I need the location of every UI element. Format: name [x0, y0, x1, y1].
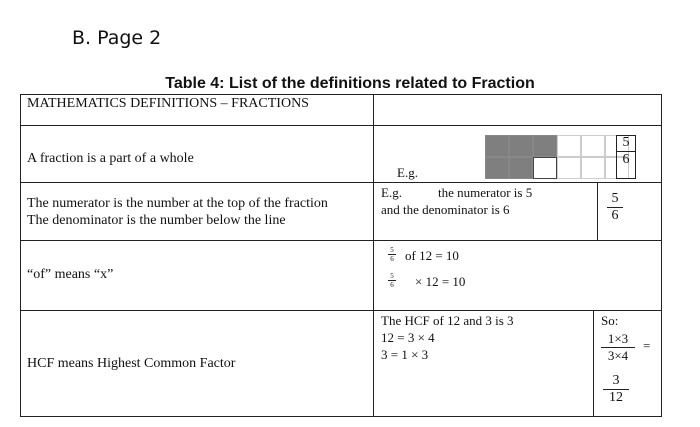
times-example: × 12 = 10 [415, 274, 466, 289]
fraction-five-sixths: $\frac{5}{6}$ [607, 191, 623, 224]
small-fraction: $\frac{5}{6}$ [388, 246, 396, 263]
row-divider [21, 240, 661, 241]
denominator-definition: The denominator is the number below the line [27, 213, 286, 228]
table-caption: Table 4: List of the definitions related to Fraction [165, 75, 535, 92]
equals-sign: = [643, 338, 651, 353]
denominator-example: and the denominator is 6 [381, 202, 510, 217]
fraction-definition: A fraction is a part of a whole [27, 151, 194, 166]
hcf-factor-12: 12 = 3 × 4 [381, 330, 435, 345]
fraction-1x3-over-3x4: $\frac{1\times 3}{3\times 4}$ [601, 331, 635, 364]
row-divider [21, 125, 661, 126]
row-divider [21, 182, 661, 183]
of-example: of 12 = 10 [405, 248, 459, 263]
eg-label: E.g. [397, 165, 418, 180]
column-divider [597, 182, 598, 240]
fraction-grid-diagram [485, 135, 629, 179]
column-divider [593, 310, 594, 416]
of-definition: “of” means “x” [27, 267, 114, 282]
page-header: B. Page 2 [72, 27, 162, 49]
fraction-3-over-12: $\frac{3}{12}$ [603, 373, 629, 406]
small-fraction: $\frac{5}{6}$ [388, 272, 396, 289]
eg-label: E.g. [381, 185, 402, 200]
numerator-definition: The numerator is the number at the top of the fraction [27, 196, 328, 211]
fraction-five-sixths: $\frac{5}{6}$ [616, 135, 636, 168]
hcf-factor-3: 3 = 1 × 3 [381, 347, 429, 362]
table-heading: MATHEMATICS DEFINITIONS – FRACTIONS [27, 96, 309, 111]
definitions-table [20, 94, 662, 417]
row-divider [21, 310, 661, 311]
numerator-example: the numerator is 5 [438, 185, 533, 200]
so-label: So: [601, 313, 619, 328]
column-divider [373, 95, 374, 416]
hcf-statement: The HCF of 12 and 3 is 3 [381, 313, 514, 328]
hcf-definition: HCF means Highest Common Factor [27, 356, 236, 371]
